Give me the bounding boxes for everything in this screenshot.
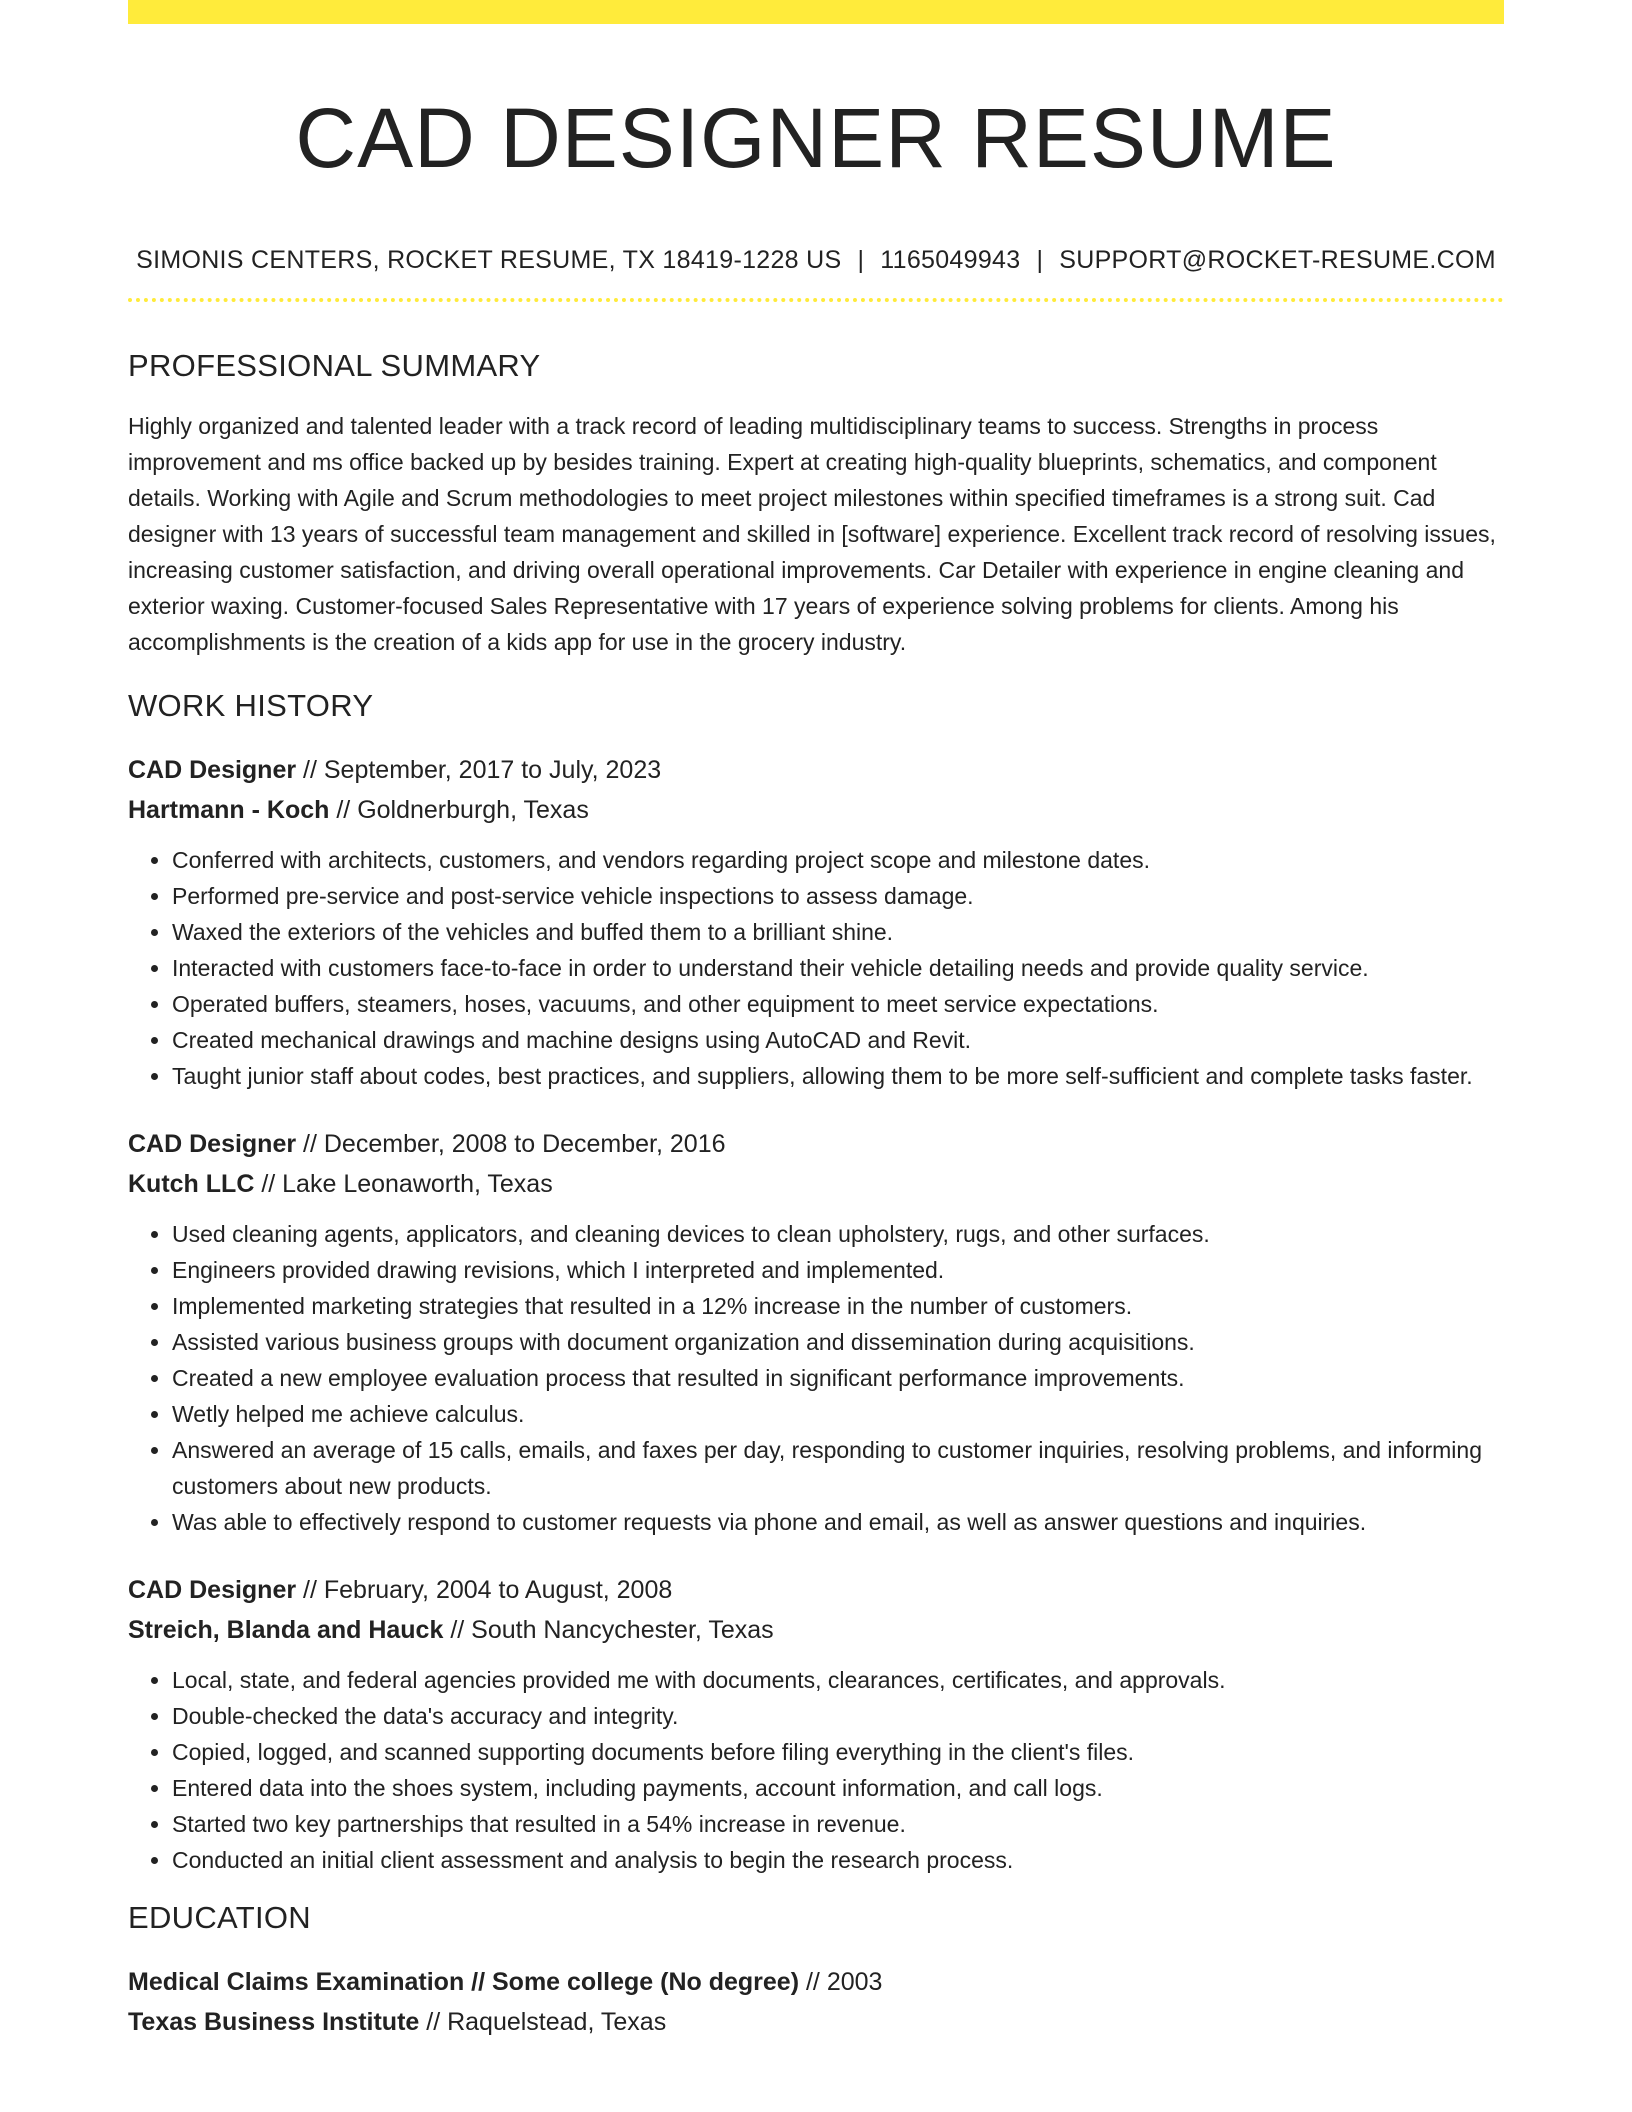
job-company: Streich, Blanda and Hauck	[128, 1616, 444, 1644]
job-dates: // September, 2017 to July, 2023	[296, 756, 662, 784]
job-bullet-list	[128, 1662, 1504, 1878]
job-company-line	[128, 1164, 1504, 1204]
job-bullet: • Answered an average of 15 calls, emails, and faxes per day, responding to customer inquiries, resolving problems, and informing customers about new products.	[172, 1432, 1504, 1504]
job-title: CAD Designer	[128, 1130, 297, 1158]
job-bullet: • Conducted an initial client assessment and analysis to begin the research process.	[172, 1842, 1504, 1878]
job-bullet: • Created mechanical drawings and machine designs using AutoCAD and Revit.	[172, 1022, 1504, 1058]
job-bullet: • Wetly helped me achieve calculus.	[172, 1396, 1504, 1432]
education-degree: Medical Claims Examination // Some college (No degree)	[128, 1968, 800, 1996]
job-company-line	[128, 790, 1504, 830]
education-heading: EDUCATION	[128, 1900, 311, 1935]
dotted-divider	[128, 298, 1504, 302]
resume-page	[128, 0, 1504, 2042]
education-location: // Raquelstead, Texas	[419, 2008, 667, 2036]
education-year: // 2003	[799, 1968, 883, 1996]
job-bullet: • Waxed the exteriors of the vehicles and buffed them to a brilliant shine.	[172, 914, 1504, 950]
job-bullet: • Interacted with customers face-to-face in order to understand their vehicle detailing needs and provide quality service.	[172, 950, 1504, 986]
job-location: // Goldnerburgh, Texas	[329, 796, 589, 824]
contact-email: SUPPORT@ROCKET-RESUME.COM	[1059, 246, 1496, 274]
summary-text: Highly organized and talented leader with a track record of leading multidisciplinary teams to success. Strengths in process improvement and ms office backed up by besides training. Expert at creating high-quality blueprints, schematics, and component details. Working with Agile and Scrum methodologies to meet project milestones within specified timeframes is a strong suit. Cad designer with 13 years of successful team management and skilled in [software] experience. Excellent track record of resolving issues, increasing customer satisfaction, and driving overall operational improvements. Car Detailer with experience in engine cleaning and exterior waxing. Customer-focused Sales Representative with 17 years of experience solving problems for clients. Among his accomplishments is the creation of a kids app for use in the grocery industry.	[128, 413, 1496, 655]
job-bullet: • Implemented marketing strategies that resulted in a 12% increase in the number of customers.	[172, 1288, 1504, 1324]
education-entry	[128, 1962, 1504, 2042]
contact-separator: |	[1036, 246, 1044, 274]
job-title-line	[128, 1570, 1504, 1610]
summary-heading: PROFESSIONAL SUMMARY	[128, 348, 541, 383]
job-bullet: • Taught junior staff about codes, best practices, and suppliers, allowing them to be more self-sufficient and complete tasks faster.	[172, 1058, 1504, 1094]
job-bullet: • Performed pre-service and post-service vehicle inspections to assess damage.	[172, 878, 1504, 914]
job-bullet: • Copied, logged, and scanned supporting documents before filing everything in the client's files.	[172, 1734, 1504, 1770]
job-title: CAD Designer	[128, 1576, 297, 1604]
job-bullet: • Engineers provided drawing revisions, which I interpreted and implemented.	[172, 1252, 1504, 1288]
job-bullet: • Was able to effectively respond to customer requests via phone and email, as well as answer questions and inquiries.	[172, 1504, 1504, 1540]
education-school: Texas Business Institute	[128, 2008, 420, 2036]
job-entry	[128, 1124, 1504, 1540]
job-company-line	[128, 1610, 1504, 1650]
job-bullet: • Double-checked the data's accuracy and integrity.	[172, 1698, 1504, 1734]
contact-separator: |	[857, 246, 865, 274]
education-school-line	[128, 2002, 1504, 2042]
job-entry	[128, 1570, 1504, 1878]
job-entry	[128, 750, 1504, 1094]
job-location: // Lake Leonaworth, Texas	[254, 1170, 553, 1198]
job-company: Kutch LLC	[128, 1170, 255, 1198]
job-bullet: • Started two key partnerships that resulted in a 54% increase in revenue.	[172, 1806, 1504, 1842]
job-bullet: • Assisted various business groups with document organization and dissemination during acquisitions.	[172, 1324, 1504, 1360]
job-bullet: • Conferred with architects, customers, and vendors regarding project scope and milestone dates.	[172, 842, 1504, 878]
job-location: // South Nancychester, Texas	[443, 1616, 774, 1644]
contact-address: SIMONIS CENTERS, ROCKET RESUME, TX 18419-1228 US	[136, 246, 842, 274]
job-bullet: • Operated buffers, steamers, hoses, vacuums, and other equipment to meet service expectations.	[172, 986, 1504, 1022]
job-title: CAD Designer	[128, 756, 297, 784]
job-title-line	[128, 750, 1504, 790]
job-company: Hartmann - Koch	[128, 796, 330, 824]
education-degree-line	[128, 1962, 1504, 2002]
job-bullet-list	[128, 1216, 1504, 1540]
job-bullet: • Local, state, and federal agencies provided me with documents, clearances, certificates, and approvals.	[172, 1662, 1504, 1698]
job-title-line	[128, 1124, 1504, 1164]
contact-line	[128, 244, 1504, 276]
job-dates: // February, 2004 to August, 2008	[296, 1576, 673, 1604]
contact-phone: 1165049943	[880, 246, 1021, 274]
job-bullet: • Entered data into the shoes system, including payments, account information, and call logs.	[172, 1770, 1504, 1806]
top-accent-bar	[128, 0, 1504, 24]
job-bullet: • Created a new employee evaluation process that resulted in significant performance improvements.	[172, 1360, 1504, 1396]
resume-title: CAD DESIGNER RESUME	[295, 91, 1337, 185]
work-history-heading: WORK HISTORY	[128, 688, 374, 723]
job-bullet-list	[128, 842, 1504, 1094]
job-bullet: • Used cleaning agents, applicators, and cleaning devices to clean upholstery, rugs, and other surfaces.	[172, 1216, 1504, 1252]
job-dates: // December, 2008 to December, 2016	[296, 1130, 726, 1158]
